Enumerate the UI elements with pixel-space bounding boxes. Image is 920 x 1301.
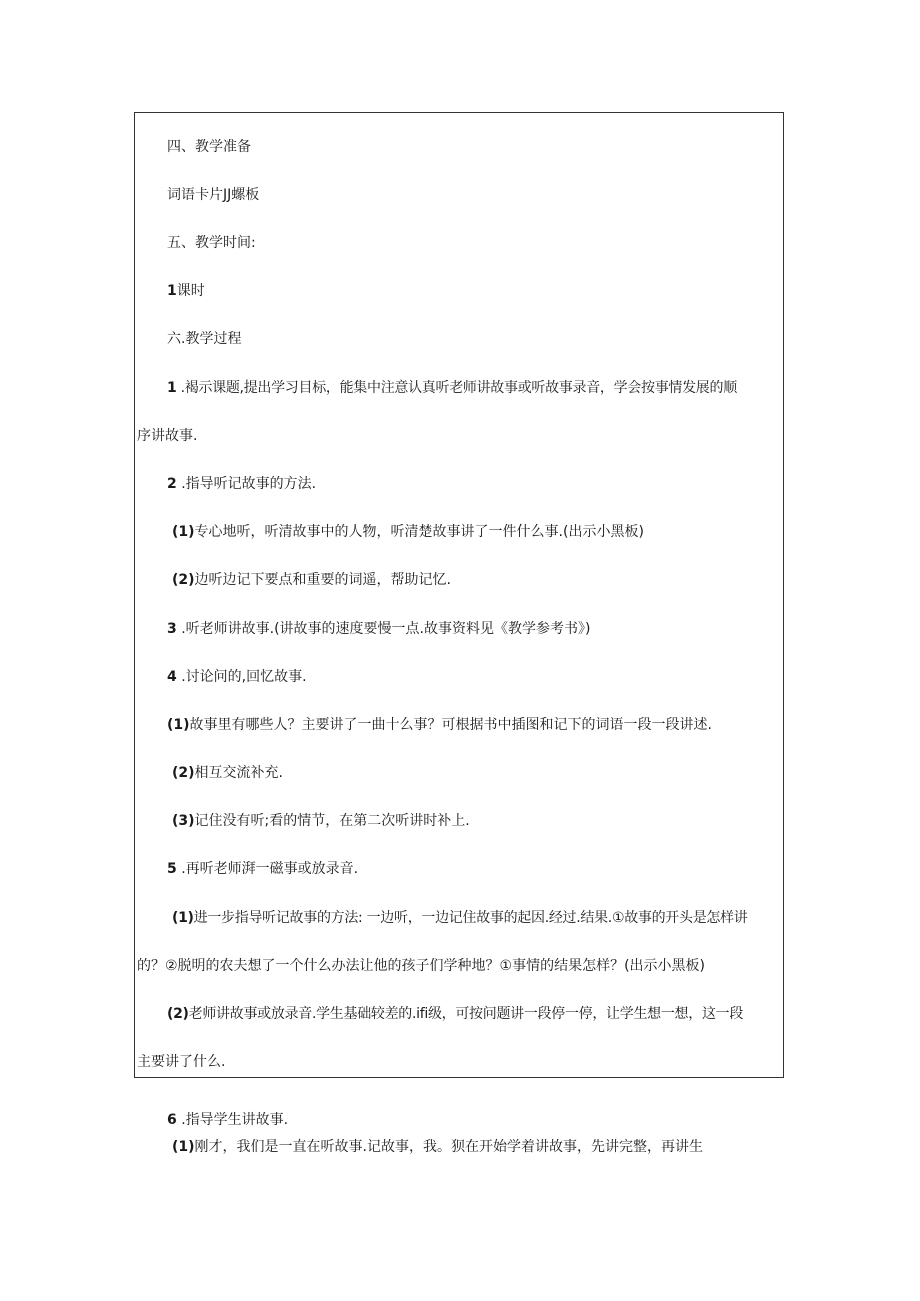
text-line: (1)故事里有哪些人？主要讲了一曲十么事？可根据书中插图和记下的词语一段一段讲述. [167, 717, 712, 733]
text-line: 4 .讨论问的,回忆故事. [167, 669, 307, 685]
text-line: (2)边听边记下要点和重要的词遥，帮助记忆. [172, 572, 451, 588]
text-line: 5 .再听老师湃一磁事或放录音. [167, 861, 359, 877]
text-line: (2)老师讲故事或放录音.学生基础较差的.ifi级，可按问题讲一段停一停，让学生想一想，这一段 [167, 1006, 744, 1022]
text-line: (2)相互交流补充. [172, 765, 283, 781]
text-line: 2 .指导听记故事的方法. [167, 476, 317, 492]
text-line: (3)记住没有听;看的情节，在第二次听讲时补上. [172, 813, 470, 829]
text-line: 1课时 [167, 283, 205, 299]
text-line: 序讲故事. [137, 428, 198, 444]
text-line: 的？②脱明的农夫想了一个什么办法让他的孩子们学种地？①事情的结果怎样？(出示小黑板) [137, 958, 706, 974]
text-line: 6 .指导学生讲故事. [167, 1112, 289, 1128]
text-line: (1)专心地听，听清故事中的人物，听清楚故事讲了一件什么事.(出示小黑板) [172, 524, 644, 540]
text-line: 词语卡片JJ螺板 [167, 187, 260, 203]
table-frame [134, 112, 784, 1078]
text-line: 四、教学准备 [167, 139, 251, 155]
text-line: 3 .听老师讲故事.(讲故事的速度要慢一点.故事资料见《教学参考书》) [167, 621, 591, 637]
text-line: 六.教学过程 [167, 331, 242, 347]
text-line: (1)刚才，我们是一直在听故事.记故事，我。狈在开始学着讲故事，先讲完整，再讲生 [172, 1139, 703, 1155]
text-line: (1)进一步指导听记故事的方法: 一边听，一边记住故事的起因.经过.结果.①故事的开头是怎样讲 [172, 910, 748, 926]
text-line: 1 .褐示课题,提出学习目标，能集中注意认真听老师讲故事或听故事录音，学会按事情发展的顺 [167, 380, 737, 396]
text-line: 主要讲了什么. [137, 1054, 226, 1070]
text-line: 五、教学时间: [167, 235, 256, 251]
